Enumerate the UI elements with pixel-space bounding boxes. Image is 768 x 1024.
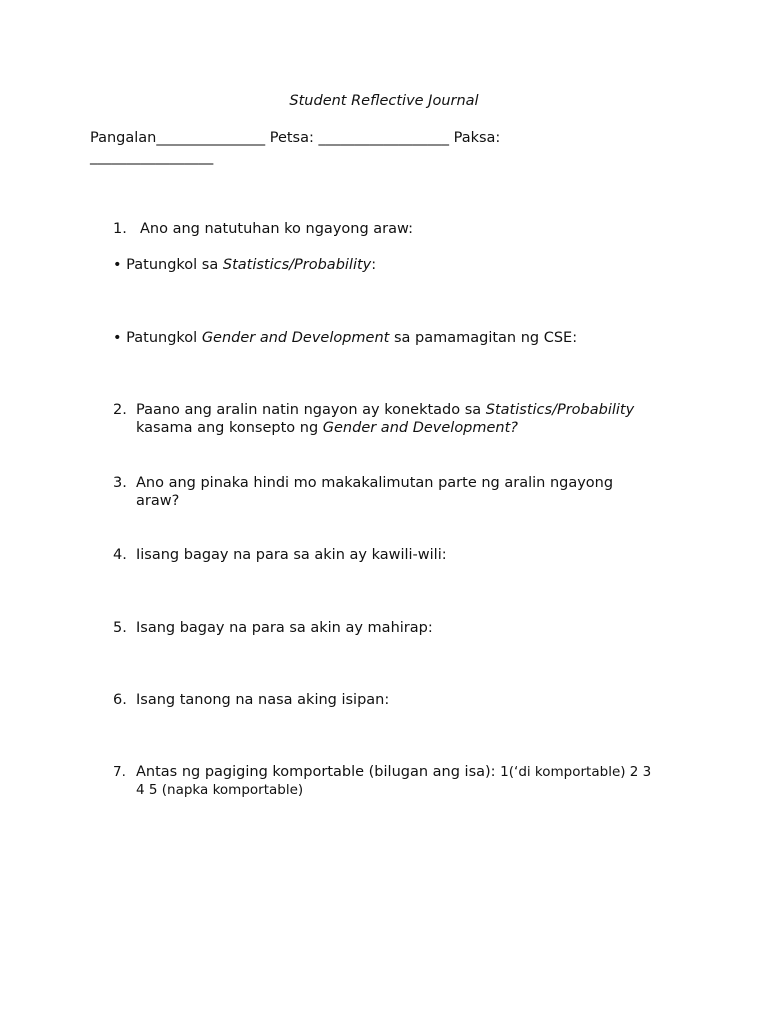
question-1-bullet-gender (113, 329, 577, 347)
question-2-number: 2. (113, 402, 127, 418)
question-3-text: Ano ang pinaka hindi mo makakalimutan parte ng aralin ngayong araw? (136, 475, 614, 509)
bullet-1-prefix: • Patungkol sa (113, 257, 223, 273)
question-1-bullet-statistics (113, 256, 376, 274)
question-1-number: 1. (113, 221, 127, 237)
question-5-text: Isang bagay na para sa akin ay mahirap: (136, 620, 433, 636)
question-6-text: Isang tanong na nasa aking isipan: (136, 692, 390, 708)
page-title: Student Reflective Journal (289, 93, 479, 109)
question-3-number: 3. (113, 475, 127, 491)
question-2-line-2 (136, 419, 518, 437)
bullet-1-emphasis: Statistics/Probability (222, 257, 372, 273)
question-4-text: Iisang bagay na para sa akin ay kawili-wili: (136, 547, 447, 563)
question-7-text: Antas ng pagiging komportable (bilugan ang isa): (136, 764, 501, 780)
question-2-part-2-emphasis: Gender and Development? (322, 420, 519, 436)
question-4-number: 4. (113, 547, 127, 563)
header-fields-line-continued: _________________ (90, 149, 214, 165)
header-fields-line: Pangalan_______________ Petsa: __________________ Paksa: (90, 130, 501, 146)
comfort-scale-line-2: 4 5 (napka komportable) (136, 782, 304, 798)
question-7-number: 7. (113, 764, 126, 780)
question-2-part-1-emphasis: Statistics/Probability (485, 402, 635, 418)
question-6-number: 6. (113, 692, 127, 708)
question-1-text: Ano ang natutuhan ko ngayong araw: (140, 221, 413, 237)
bullet-2-prefix: • Patungkol (113, 330, 202, 346)
comfort-scale-line-1: 1(‘di komportable) 2 3 (500, 764, 652, 780)
question-2-part-1: Paano ang aralin natin ngayon ay konektado sa (136, 402, 486, 418)
question-2-line-1 (136, 401, 634, 419)
bullet-2-suffix: sa pamamagitan ng CSE: (389, 330, 578, 346)
bullet-2-emphasis: Gender and Development (201, 330, 390, 346)
question-7-line-1 (136, 763, 651, 781)
bullet-1-suffix: : (371, 257, 377, 273)
question-5-number: 5. (113, 620, 127, 636)
question-2-part-2: kasama ang konsepto ng (136, 420, 323, 436)
